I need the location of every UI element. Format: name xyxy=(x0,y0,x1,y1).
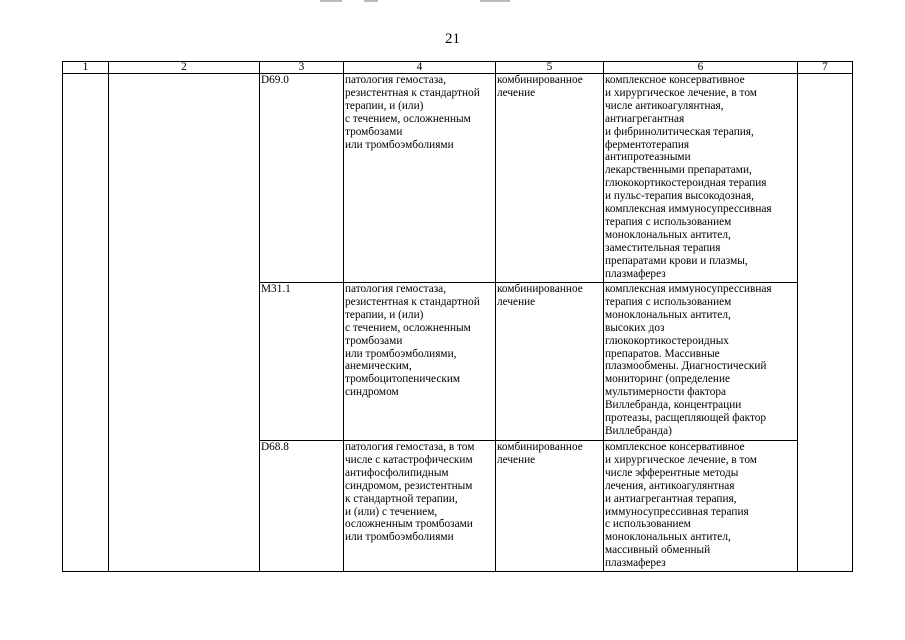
condition-cell: патология гемостаза, резистентная к стандартной терапии, и (или) с течением, осложненным тромбозами или тромбоэмболиями, анемическим, тромбоцитопеническим синдромом xyxy=(344,283,496,441)
column-number: 6 xyxy=(604,62,798,74)
col7-cell xyxy=(798,74,853,572)
treatment-table xyxy=(62,61,853,572)
column-number: 2 xyxy=(109,62,260,74)
condition-cell: патология гемостаза, резистентная к стандартной терапии, и (или) с течением, осложненным тромбозами или тромбоэмболиями xyxy=(344,74,496,283)
page-number: 21 xyxy=(445,31,460,47)
treatment-type-cell: комбинированное лечение xyxy=(496,441,604,572)
column-number: 7 xyxy=(798,62,853,74)
column-number: 3 xyxy=(260,62,344,74)
column-number-row xyxy=(63,62,853,74)
condition-cell: патология гемостаза, в том числе с катастрофическим антифосфолипидным синдромом, резистентным к стандартной терапии, и (или) с течением, осложненным тромбозами или тромбоэмболиями xyxy=(344,441,496,572)
diagnosis-code: D69.0 xyxy=(260,74,344,283)
scan-top-marks xyxy=(320,0,520,3)
column-number: 4 xyxy=(344,62,496,74)
diagnosis-code: M31.1 xyxy=(260,283,344,441)
treatment-type-cell: комбинированное лечение xyxy=(496,283,604,441)
column-number: 1 xyxy=(63,62,109,74)
treatment-type-cell: комбинированное лечение xyxy=(496,74,604,283)
column-number: 5 xyxy=(496,62,604,74)
method-cell: комплексная иммуносупрессивная терапия с использованием моноклональных антител, высоких доз глюкокортикостероидных препаратов. Массивные плазмообмены. Диагностический мониторинг (определение мультимерности фактора Виллебранда, концентрации протеазы, расщепляющей фактор Виллебранда) xyxy=(604,283,798,441)
method-cell: комплексное консервативное и хирургическое лечение, в том числе антикоагулянтная, антиагрегантная и фибринолитическая терапия, ферментотерапия антипротеазными лекарственными препаратами, глюкокортикостероидная терапия и пульс-терапия высокодозная, комплексная иммуносупрессивная терапия с использованием моноклональных антител, заместительная терапия препаратами крови и плазмы, плазмаферез xyxy=(604,74,798,283)
diagnosis-code: D68.8 xyxy=(260,441,344,572)
col1-cell xyxy=(63,74,109,572)
col2-cell xyxy=(109,74,260,572)
method-cell: комплексное консервативное и хирургическое лечение, в том числе эфферентные методы лечения, антикоагулянтная и антиагрегантная терапия, иммуносупрессивная терапия с использованием моноклональных антител, массивный обменный плазмаферез xyxy=(604,441,798,572)
table-row xyxy=(63,74,853,283)
